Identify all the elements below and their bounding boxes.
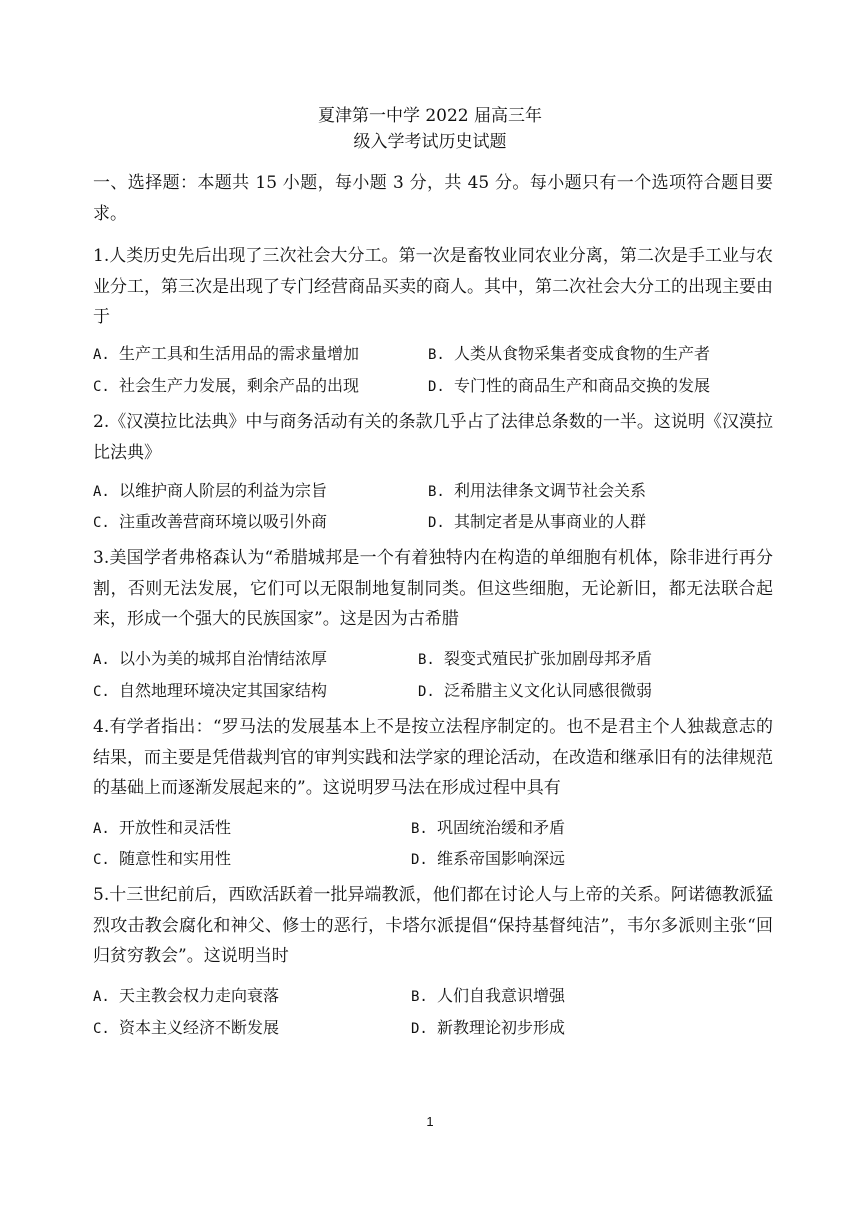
question-3-option-a[interactable] xyxy=(93,649,327,670)
option-label: C. xyxy=(93,515,110,531)
option-text: 资本主义经济不断发展 xyxy=(119,1018,280,1037)
option-text: 新教理论初步形成 xyxy=(437,1018,566,1037)
question-5-option-b[interactable] xyxy=(411,986,565,1007)
option-label: C. xyxy=(93,852,110,868)
option-text: 专门性的商品生产和商品交换的发展 xyxy=(454,376,711,395)
option-label: D. xyxy=(411,852,428,868)
question-5-option-a[interactable] xyxy=(93,986,279,1007)
option-label: C. xyxy=(93,1021,110,1037)
question-4-stem: 4.有学者指出：“罗马法的发展基本上不是按立法程序制定的。也不是君主个人独裁意志的结果，而主要是凭借裁判官的审判实践和法学家的理论活动，在改造和继承旧有的法律规范的基础上而逐渐发展起来的”。这说明罗马法在形成过程中具有 xyxy=(93,717,773,798)
option-text: 利用法律条文调节社会关系 xyxy=(454,481,647,500)
option-label: C. xyxy=(93,379,110,395)
option-label: D. xyxy=(428,515,445,531)
option-label: A. xyxy=(93,347,110,363)
question-3-option-b[interactable] xyxy=(418,649,652,670)
option-text: 随意性和实用性 xyxy=(119,849,232,868)
question-1-stem: 1.人类历史先后出现了三次社会大分工。第一次是畜牧业同农业分离，第二次是手工业与农业分工，第三次是出现了专门经营商品买卖的商人。其中，第二次社会大分工的出现主要由于 xyxy=(93,246,773,327)
option-text: 人们自我意识增强 xyxy=(437,986,566,1005)
option-text: 泛希腊主义文化认同感很微弱 xyxy=(444,681,653,700)
question-5-option-c[interactable] xyxy=(93,1018,279,1039)
question-1-option-c[interactable] xyxy=(93,376,359,397)
option-label: A. xyxy=(93,652,110,668)
option-label: C. xyxy=(93,684,110,700)
question-4-option-b[interactable] xyxy=(411,818,565,839)
option-text: 以小为美的城邦自治情结浓厚 xyxy=(119,649,328,668)
option-text: 维系帝国影响深远 xyxy=(437,849,566,868)
option-text: 生产工具和生活用品的需求量增加 xyxy=(119,344,360,363)
question-4-option-a[interactable] xyxy=(93,818,231,839)
option-label: B. xyxy=(428,347,445,363)
option-label: B. xyxy=(428,484,445,500)
option-label: A. xyxy=(93,821,110,837)
question-3-stem: 3.美国学者弗格森认为“希腊城邦是一个有着独特内在构造的单细胞有机体，除非进行再分割，否则无法发展，它们可以无限制地复制同类。但这些细胞，无论新旧，都无法联合起来，形成一个强大的民族国家”。这是因为古希腊 xyxy=(93,548,773,629)
question-5-option-d[interactable] xyxy=(411,1018,565,1039)
option-label: A. xyxy=(93,484,110,500)
question-4-option-d[interactable] xyxy=(411,849,565,870)
question-2-option-a[interactable] xyxy=(93,481,327,502)
question-4-option-c[interactable] xyxy=(93,849,231,870)
question-1-option-a[interactable] xyxy=(93,344,359,365)
exam-title-line-2: 级入学考试历史试题 xyxy=(353,132,507,152)
option-text: 其制定者是从事商业的人群 xyxy=(454,512,647,531)
option-label: D. xyxy=(428,379,445,395)
section-heading: 一、选择题：本题共 15 小题，每小题 3 分，共 45 分。每小题只有一个选项符合题目要求。 xyxy=(93,173,773,224)
option-text: 裂变式殖民扩张加剧母邦矛盾 xyxy=(444,649,653,668)
page-number: 1 xyxy=(426,1114,434,1129)
option-label: D. xyxy=(411,1021,428,1037)
option-text: 人类从食物采集者变成食物的生产者 xyxy=(454,344,711,363)
question-2-option-c[interactable] xyxy=(93,512,327,533)
question-2-option-d[interactable] xyxy=(428,512,646,533)
option-text: 自然地理环境决定其国家结构 xyxy=(119,681,328,700)
question-3-option-d[interactable] xyxy=(418,681,652,702)
question-5-stem: 5.十三世纪前后，西欧活跃着一批异端教派，他们都在讨论人与上帝的关系。阿诺德教派猛烈攻击教会腐化和神父、修士的恶行，卡塔尔派提倡“保持基督纯洁”，韦尔多派则主张“回归贫穷教会”。这说明当时 xyxy=(93,885,773,966)
option-text: 以维护商人阶层的利益为宗旨 xyxy=(119,481,328,500)
question-2-option-b[interactable] xyxy=(428,481,646,502)
option-label: B. xyxy=(411,821,428,837)
question-3-option-c[interactable] xyxy=(93,681,327,702)
option-label: B. xyxy=(411,989,428,1005)
option-text: 注重改善营商环境以吸引外商 xyxy=(119,512,328,531)
question-2-stem: 2.《汉漠拉比法典》中与商务活动有关的条款几乎占了法律总条数的一半。这说明《汉漠拉比法典》 xyxy=(93,412,773,463)
option-text: 开放性和灵活性 xyxy=(119,818,232,837)
question-1-option-d[interactable] xyxy=(428,376,710,397)
question-1-option-b[interactable] xyxy=(428,344,710,365)
option-text: 巩固统治缓和矛盾 xyxy=(437,818,566,837)
option-label: D. xyxy=(418,684,435,700)
option-text: 天主教会权力走向衰落 xyxy=(119,986,280,1005)
option-label: A. xyxy=(93,989,110,1005)
option-text: 社会生产力发展，剩余产品的出现 xyxy=(119,376,360,395)
option-label: B. xyxy=(418,652,435,668)
exam-title-line-1: 夏津第一中学 2022 届高三年 xyxy=(317,106,543,126)
